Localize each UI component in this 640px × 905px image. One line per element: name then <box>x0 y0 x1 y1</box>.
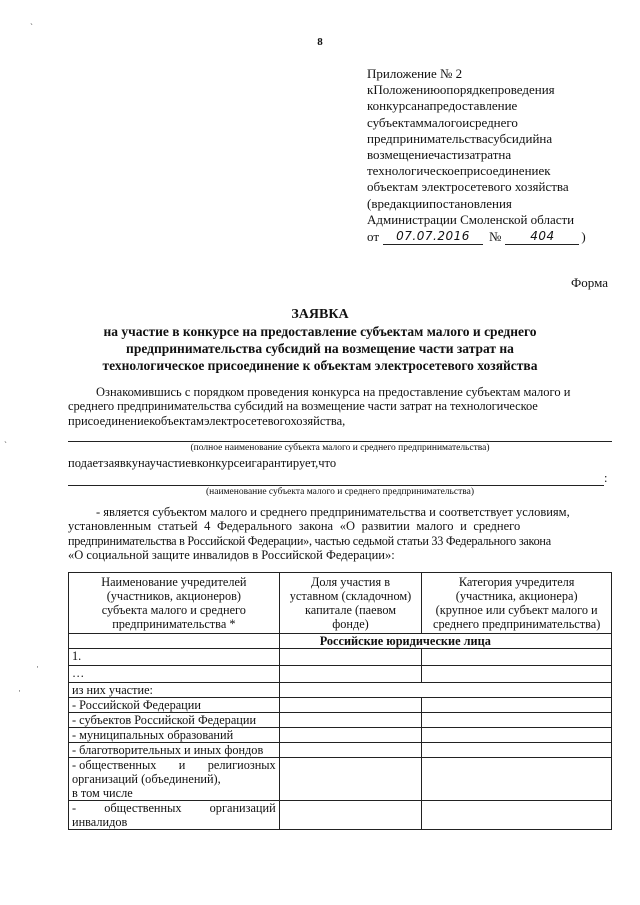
intro-line: Ознакомившись с порядком проведения конкурса на предоставление субъектам малого и <box>96 385 571 399</box>
scan-mark: ˋ <box>4 440 7 450</box>
appendix-date-line: от 07.07.2016 № 404 ) <box>367 229 586 245</box>
appendix-line: конкурсанапредоставление <box>367 98 518 114</box>
intro-line: среднего предпринимательства субсидий на возмещение части затрат на технологическое <box>68 399 538 414</box>
table-row: - общественных организаций инвалидов <box>69 801 612 830</box>
founders-table <box>68 572 612 830</box>
scan-mark: · <box>36 662 39 672</box>
header-founders: Наименование учредителей (участников, акционеров) субъекта малого и среднего предпринимательства * <box>69 573 280 634</box>
colon: : <box>604 471 608 485</box>
page-number: 8 <box>317 36 323 48</box>
conditions-line: предпринимательства в Российской Федерации», частью седьмой статьи 33 Федерального закона <box>68 533 551 548</box>
form-label: Форма <box>571 275 608 290</box>
table-row: - благотворительных и иных фондов <box>69 743 612 758</box>
conditions-line: - является субъектом малого и среднего предпринимательства и соответствует условиям, <box>96 505 570 519</box>
appendix-line: (вредакциипостановления <box>367 195 512 211</box>
section-title: Российские юридические лица <box>279 634 611 649</box>
appendix-line: предпринимательствасубсидийна <box>367 130 553 146</box>
document-title <box>0 306 640 374</box>
appendix-line: Администрации Смоленской области <box>367 211 575 227</box>
title-line: на участие в конкурсе на предоставление субъектам малого и среднего <box>103 324 537 339</box>
table-row: - общественных и религиозных организаций (объединений), в том числе <box>69 758 612 801</box>
conditions-paragraph <box>68 505 612 563</box>
fill-line-caption: (наименование субъекта малого и среднего предпринимательства) <box>205 487 474 497</box>
intro-line: присоединениекобъектамэлектросетевогохозяйства, <box>68 413 346 428</box>
conditions-line: «О социальной защите инвалидов в Российской Федерации»: <box>68 548 395 563</box>
appendix-block <box>367 66 608 245</box>
scan-mark: ˋ <box>30 22 33 32</box>
appendix-title: Приложение № 2 <box>367 66 463 81</box>
appendix-line: субъектаммалогоисреднего <box>367 114 518 130</box>
appendix-line: технологическоеприсоединениек <box>367 163 551 179</box>
intro-line-applies: подаетзаявкунаучастиевконкурсеигарантирует,что <box>68 456 337 470</box>
appendix-line: кПоложениюопорядкепроведения <box>367 82 555 98</box>
name-fill-line <box>68 485 604 486</box>
conditions-line: установленным статьей 4 Федерального закона «О развитии малого и среднего <box>68 519 521 534</box>
title-main: ЗАЯВКА <box>291 307 349 322</box>
scan-mark: · <box>18 686 21 696</box>
table-row: … <box>69 666 612 683</box>
title-line: технологическое присоединение к объектам электросетевого хозяйства <box>102 358 538 373</box>
header-share: Доля участия в уставном (складочном) капитале (паевом фонде) <box>279 573 422 634</box>
appendix-line: объектам электросетевого хозяйства <box>367 179 569 195</box>
name-fill-line <box>68 441 612 442</box>
table-row: 1. <box>69 649 612 666</box>
handwritten-date: 07.07.2016 <box>396 229 470 244</box>
table-row: - муниципальных образований <box>69 728 612 743</box>
table-header-row <box>69 573 612 634</box>
title-line: предпринимательства субсидий на возмещение части затрат на <box>126 341 514 356</box>
table-row: - Российской Федерации <box>69 698 612 713</box>
table-row: - субъектов Российской Федерации <box>69 713 612 728</box>
appendix-line: возмещениечастизатратна <box>367 147 512 163</box>
fill-line-caption: (полное наименование субъекта малого и среднего предпринимательства) <box>190 443 490 453</box>
table-section-row <box>69 634 612 649</box>
intro-paragraph <box>68 385 612 428</box>
header-category: Категория учредителя (участника, акционера) (крупное или субъект малого и среднего предпринимательства) <box>422 573 612 634</box>
handwritten-number: 404 <box>530 229 555 244</box>
table-row: из них участие: <box>69 683 612 698</box>
